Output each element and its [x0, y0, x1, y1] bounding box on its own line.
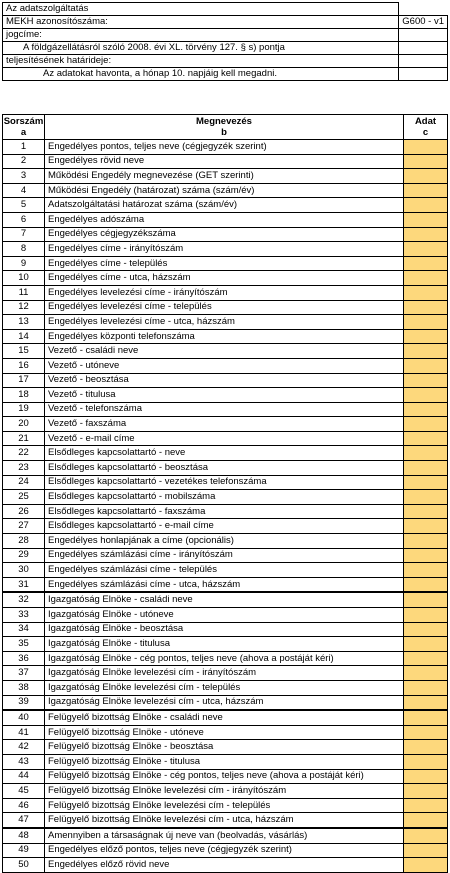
row-number: 37 — [3, 666, 45, 681]
table-row — [3, 198, 448, 213]
row-label: Felügyelő bizottság Elnöke levelezési cím - utca, házszám — [45, 813, 404, 828]
data-input-cell[interactable] — [404, 140, 448, 155]
row-number: 42 — [3, 740, 45, 755]
data-input-cell[interactable] — [404, 740, 448, 755]
data-input-cell[interactable] — [404, 329, 448, 344]
data-input-cell[interactable] — [404, 798, 448, 813]
table-row — [3, 843, 448, 858]
row-number: 28 — [3, 534, 45, 549]
data-input-cell[interactable] — [404, 417, 448, 432]
row-label: Vezető - titulusa — [45, 388, 404, 403]
row-label: Engedélyes számlázási címe - település — [45, 563, 404, 578]
row-number: 4 — [3, 183, 45, 198]
row-label: Engedélyes levelezési címe - utca, házszám — [45, 315, 404, 330]
row-label: Amennyiben a társaságnak új neve van (beolvadás, vásárlás) — [45, 828, 404, 843]
data-input-cell[interactable] — [404, 784, 448, 799]
data-input-cell[interactable] — [404, 373, 448, 388]
data-input-cell[interactable] — [404, 519, 448, 534]
col-header-megnevezes: Megnevezés b — [45, 115, 404, 140]
row-label: Elsődleges kapcsolattartó - neve — [45, 446, 404, 461]
data-input-cell[interactable] — [404, 577, 448, 592]
table-row — [3, 577, 448, 592]
table-row — [3, 344, 448, 359]
col-header-adat: Adat c — [404, 115, 448, 140]
data-input-cell[interactable] — [404, 592, 448, 607]
table-row — [3, 140, 448, 155]
row-label: Igazgatóság Elnöke - utóneve — [45, 608, 404, 623]
data-input-cell[interactable] — [404, 198, 448, 213]
row-label: Igazgatóság Elnöke - beosztása — [45, 622, 404, 637]
table-row — [3, 710, 448, 725]
data-input-cell[interactable] — [404, 358, 448, 373]
row-label: Igazgatóság Elnöke - családi neve — [45, 592, 404, 607]
data-table — [2, 114, 448, 873]
data-input-cell[interactable] — [404, 431, 448, 446]
row-label: Vezető - utóneve — [45, 358, 404, 373]
row-number: 18 — [3, 388, 45, 403]
data-input-cell[interactable] — [404, 563, 448, 578]
col-header-sorszam: Sorszám a — [3, 116, 44, 138]
table-row — [3, 651, 448, 666]
table-row — [3, 519, 448, 534]
table-row — [3, 388, 448, 403]
table-row — [3, 769, 448, 784]
table-row — [3, 227, 448, 242]
row-label: Felügyelő bizottság Elnöke - titulusa — [45, 754, 404, 769]
data-input-cell[interactable] — [404, 504, 448, 519]
row-label: Igazgatóság Elnöke levelezési cím - utca, házszám — [45, 695, 404, 710]
table-row — [3, 548, 448, 563]
data-input-cell[interactable] — [404, 475, 448, 490]
row-number: 3 — [3, 169, 45, 184]
row-number: 23 — [3, 461, 45, 476]
header-title: Az adatszolgáltatás — [3, 3, 399, 16]
row-label: Működési Engedély (határozat) száma (szám/év) — [45, 183, 404, 198]
row-label: Vezető - beosztása — [45, 373, 404, 388]
row-label: Engedélyes rövid neve — [45, 154, 404, 169]
table-row — [3, 608, 448, 623]
row-label: Engedélyes címe - település — [45, 256, 404, 271]
table-row — [3, 285, 448, 300]
row-label: Elsődleges kapcsolattartó - faxszáma — [45, 504, 404, 519]
table-row — [3, 300, 448, 315]
row-number: 29 — [3, 548, 45, 563]
header-block — [2, 2, 448, 81]
data-input-cell[interactable] — [404, 315, 448, 330]
row-number: 25 — [3, 490, 45, 505]
data-input-cell[interactable] — [404, 754, 448, 769]
row-label: Vezető - faxszáma — [45, 417, 404, 432]
row-number: 40 — [3, 710, 45, 725]
row-label: Vezető - családi neve — [45, 344, 404, 359]
table-row — [3, 784, 448, 799]
row-label: Igazgatóság Elnöke levelezési cím - település — [45, 680, 404, 695]
table-row — [3, 534, 448, 549]
table-row — [3, 183, 448, 198]
row-label: Felügyelő bizottság Elnöke - beosztása — [45, 740, 404, 755]
row-number: 6 — [3, 212, 45, 227]
row-number: 1 — [3, 140, 45, 155]
row-label: Engedélyes címe - irányítószám — [45, 242, 404, 257]
row-number: 35 — [3, 637, 45, 652]
row-label: Elsődleges kapcsolattartó - beosztása — [45, 461, 404, 476]
row-number: 33 — [3, 608, 45, 623]
table-row — [3, 271, 448, 286]
table-row — [3, 212, 448, 227]
data-input-cell[interactable] — [404, 843, 448, 858]
row-number: 50 — [3, 858, 45, 873]
jogcime-value: A földgázellátásról szóló 2008. évi XL. törvény 127. § s) pontja — [3, 42, 399, 55]
table-row — [3, 154, 448, 169]
row-number: 13 — [3, 315, 45, 330]
row-number: 16 — [3, 358, 45, 373]
data-input-cell[interactable] — [404, 548, 448, 563]
table-row — [3, 695, 448, 710]
row-label: Működési Engedély megnevezése (GET szerinti) — [45, 169, 404, 184]
row-label: Engedélyes számlázási címe - irányítószám — [45, 548, 404, 563]
data-input-cell[interactable] — [404, 680, 448, 695]
row-label: Engedélyes levelezési címe - irányítószám — [45, 285, 404, 300]
table-row — [3, 373, 448, 388]
row-label: Engedélyes honlapjának a címe (opcionális) — [45, 534, 404, 549]
data-input-cell[interactable] — [404, 285, 448, 300]
row-label: Elsődleges kapcsolattartó - mobilszáma — [45, 490, 404, 505]
jogcime-label: jogcíme: — [3, 29, 399, 42]
row-number: 7 — [3, 227, 45, 242]
table-row — [3, 242, 448, 257]
row-label: Engedélyes számlázási címe - utca, házszám — [45, 577, 404, 592]
table-row — [3, 358, 448, 373]
data-input-cell[interactable] — [404, 622, 448, 637]
row-label: Vezető - telefonszáma — [45, 402, 404, 417]
table-row — [3, 725, 448, 740]
data-input-cell[interactable] — [404, 227, 448, 242]
row-label: Elsődleges kapcsolattartó - vezetékes telefonszáma — [45, 475, 404, 490]
row-label: Engedélyes előző pontos, teljes neve (cégjegyzék szerint) — [45, 843, 404, 858]
data-input-cell[interactable] — [404, 534, 448, 549]
row-number: 22 — [3, 446, 45, 461]
data-input-cell[interactable] — [404, 154, 448, 169]
row-label: Felügyelő bizottság Elnöke - utóneve — [45, 725, 404, 740]
row-number: 20 — [3, 417, 45, 432]
row-number: 19 — [3, 402, 45, 417]
hatarido-value: Az adatokat havonta, a hónap 10. napjáig kell megadni. — [3, 68, 399, 81]
data-input-cell[interactable] — [404, 828, 448, 843]
table-row — [3, 592, 448, 607]
data-input-cell[interactable] — [404, 858, 448, 873]
mekh-value: G600 - v1 — [399, 16, 448, 29]
row-number: 14 — [3, 329, 45, 344]
table-row — [3, 256, 448, 271]
table-row — [3, 798, 448, 813]
row-number: 15 — [3, 344, 45, 359]
row-number: 39 — [3, 695, 45, 710]
table-row — [3, 315, 448, 330]
table-row — [3, 637, 448, 652]
row-label: Engedélyes levelezési címe - település — [45, 300, 404, 315]
table-row — [3, 622, 448, 637]
table-row — [3, 461, 448, 476]
table-row — [3, 475, 448, 490]
data-input-cell[interactable] — [404, 725, 448, 740]
row-label: Vezető - e-mail címe — [45, 431, 404, 446]
data-input-cell[interactable] — [404, 695, 448, 710]
row-label: Engedélyes cégjegyzékszáma — [45, 227, 404, 242]
row-label: Igazgatóság Elnöke - titulusa — [45, 637, 404, 652]
row-number: 43 — [3, 754, 45, 769]
row-number: 2 — [3, 154, 45, 169]
data-input-cell[interactable] — [404, 183, 448, 198]
table-row — [3, 754, 448, 769]
row-label: Adatszolgáltatási határozat száma (szám/év) — [45, 198, 404, 213]
row-number: 10 — [3, 271, 45, 286]
data-input-cell[interactable] — [404, 242, 448, 257]
row-label: Engedélyes központi telefonszáma — [45, 329, 404, 344]
row-number: 9 — [3, 256, 45, 271]
data-input-cell[interactable] — [404, 300, 448, 315]
row-number: 36 — [3, 651, 45, 666]
data-input-cell[interactable] — [404, 608, 448, 623]
row-number: 44 — [3, 769, 45, 784]
row-number: 5 — [3, 198, 45, 213]
table-row — [3, 828, 448, 843]
mekh-label: MEKH azonosítószáma: — [3, 16, 399, 29]
row-number: 21 — [3, 431, 45, 446]
data-input-cell[interactable] — [404, 490, 448, 505]
data-input-cell[interactable] — [404, 402, 448, 417]
table-row — [3, 858, 448, 873]
data-input-cell[interactable] — [404, 256, 448, 271]
table-row — [3, 402, 448, 417]
table-row — [3, 490, 448, 505]
table-row — [3, 813, 448, 828]
row-number: 17 — [3, 373, 45, 388]
row-number: 26 — [3, 504, 45, 519]
table-row — [3, 169, 448, 184]
row-number: 49 — [3, 843, 45, 858]
data-input-cell[interactable] — [404, 344, 448, 359]
data-input-cell[interactable] — [404, 169, 448, 184]
table-row — [3, 417, 448, 432]
table-row — [3, 431, 448, 446]
data-input-cell[interactable] — [404, 813, 448, 828]
data-input-cell[interactable] — [404, 651, 448, 666]
data-input-cell[interactable] — [404, 710, 448, 725]
data-input-cell[interactable] — [404, 769, 448, 784]
row-label: Felügyelő bizottság Elnöke - cég pontos, teljes neve (ahova a postáját kéri) — [45, 769, 404, 784]
row-number: 8 — [3, 242, 45, 257]
row-number: 31 — [3, 577, 45, 592]
row-label: Felügyelő bizottság Elnöke - családi neve — [45, 710, 404, 725]
data-input-cell[interactable] — [404, 666, 448, 681]
row-label: Igazgatóság Elnöke levelezési cím - irányítószám — [45, 666, 404, 681]
table-row — [3, 504, 448, 519]
row-label: Felügyelő bizottság Elnöke levelezési cím - település — [45, 798, 404, 813]
data-input-cell[interactable] — [404, 388, 448, 403]
row-label: Engedélyes adószáma — [45, 212, 404, 227]
row-number: 27 — [3, 519, 45, 534]
row-label: Igazgatóság Elnöke - cég pontos, teljes neve (ahova a postáját kéri) — [45, 651, 404, 666]
data-input-cell[interactable] — [404, 461, 448, 476]
row-number: 46 — [3, 798, 45, 813]
row-number: 38 — [3, 680, 45, 695]
data-input-cell[interactable] — [404, 446, 448, 461]
table-row — [3, 563, 448, 578]
data-input-cell[interactable] — [404, 271, 448, 286]
row-number: 41 — [3, 725, 45, 740]
table-row — [3, 680, 448, 695]
row-label: Engedélyes pontos, teljes neve (cégjegyzék szerint) — [45, 140, 404, 155]
hatarido-label: teljesítésének határideje: — [3, 55, 399, 68]
data-input-cell[interactable] — [404, 637, 448, 652]
table-row — [3, 666, 448, 681]
row-number: 45 — [3, 784, 45, 799]
row-label: Engedélyes címe - utca, házszám — [45, 271, 404, 286]
row-label: Engedélyes előző rövid neve — [45, 858, 404, 873]
table-row — [3, 446, 448, 461]
table-row — [3, 329, 448, 344]
row-label: Felügyelő bizottság Elnöke levelezési cím - irányítószám — [45, 784, 404, 799]
row-number: 48 — [3, 828, 45, 843]
data-input-cell[interactable] — [404, 212, 448, 227]
row-number: 30 — [3, 563, 45, 578]
row-number: 34 — [3, 622, 45, 637]
row-number: 12 — [3, 300, 45, 315]
table-row — [3, 740, 448, 755]
row-number: 11 — [3, 285, 45, 300]
row-number: 47 — [3, 813, 45, 828]
row-label: Elsődleges kapcsolattartó - e-mail címe — [45, 519, 404, 534]
row-number: 24 — [3, 475, 45, 490]
row-number: 32 — [3, 592, 45, 607]
